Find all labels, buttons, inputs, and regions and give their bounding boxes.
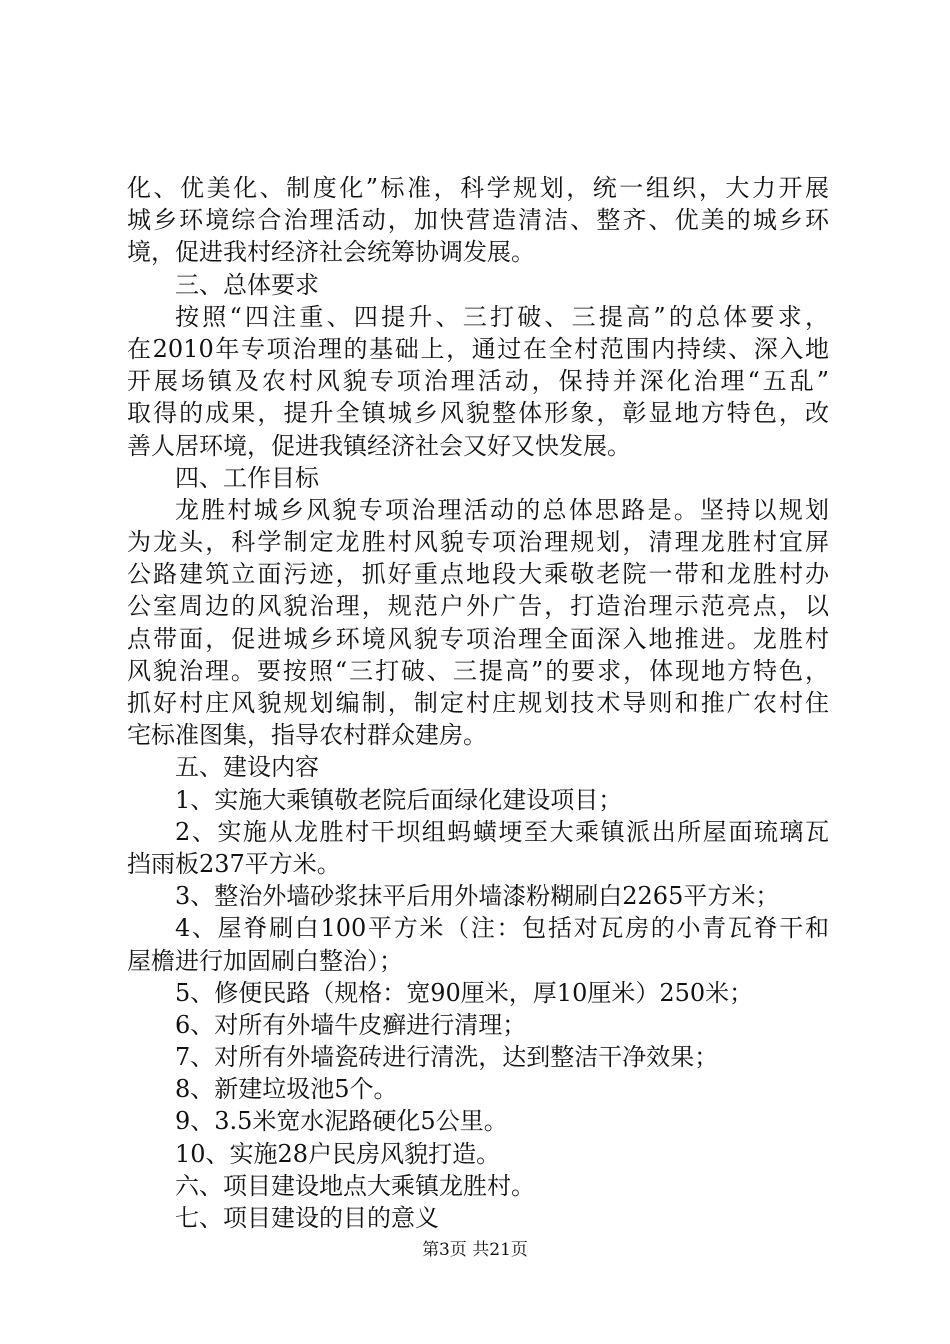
section-heading: 三、总体要求 [175,270,319,299]
text-line: 取得的成果，提升全镇城乡风貌整体形象，彰显地方特色，改 [127,399,829,428]
document-body [127,172,829,1234]
text-line: 公室周边的风貌治理，规范户外广告，打造治理示范亮点，以 [127,592,829,621]
page-number-footer: 第3页 共21页 [422,1240,528,1260]
text-line: 龙胜村城乡风貌专项治理活动的总体思路是。坚持以规划 [175,495,829,524]
text-line: 城乡环境综合治理活动，加快营造清洁、整齐、优美的城乡环 [127,206,829,235]
text-line: 开展场镇及农村风貌专项治理活动，保持并深化治理“五乱” [127,367,829,396]
text-line: 为龙头，科学制定龙胜村风貌专项治理规划，清理龙胜村宜屏 [127,528,829,557]
section-heading: 六、项目建设地点大乘镇龙胜村。 [175,1171,535,1200]
section-heading: 四、工作目标 [175,463,319,492]
list-item: 3、整治外墙砂浆抹平后用外墙漆粉糊刷白2265平方米； [175,882,780,911]
text-line: 按照“四注重、四提升、三打破、三提高”的总体要求， [175,302,829,331]
list-item: 5、修便民路（规格：宽90厘米，厚10厘米）250米； [175,978,754,1007]
section-heading: 五、建设内容 [175,753,319,782]
text-line: 善人居环境，促进我镇经济社会又好又快发展。 [127,431,631,460]
list-item: 4、屋脊刷白100平方米（注：包括对瓦房的小青瓦脊干和 [175,914,829,943]
list-item-continuation: 屋檐进行加固刷白整治）； [127,946,403,975]
list-item: 1、实施大乘镇敬老院后面绿化建设项目； [175,785,623,814]
list-item: 6、对所有外墙牛皮癣进行清理； [175,1010,527,1039]
text-line: 境，促进我村经济社会统筹协调发展。 [127,238,535,267]
text-line: 点带面，促进城乡环境风貌专项治理全面深入地推进。龙胜村 [127,624,829,653]
list-item: 8、新建垃圾池5个。 [175,1075,398,1104]
list-item: 2、实施从龙胜村干坝组蚂蟥埂至大乘镇派出所屋面琉璃瓦 [175,817,829,846]
text-line: 化、优美化、制度化”标准，科学规划，统一组织，大力开展 [127,174,829,202]
list-item: 9、3.5米宽水泥路硬化5公里。 [175,1107,508,1136]
list-item: 10、实施28户民房风貌打造。 [175,1139,501,1168]
section-heading: 七、项目建设的目的意义 [175,1204,439,1232]
list-item: 7、对所有外墙瓷砖进行清洗，达到整洁干净效果； [175,1043,719,1072]
text-line: 抓好村庄风貌规划编制，制定村庄规划技术导则和推广农村住 [127,689,829,717]
text-line: 在2010年专项治理的基础上，通过在全村范围内持续、深入地 [127,334,829,363]
text-line: 风貌治理。要按照“三打破、三提高”的要求，体现地方特色， [127,656,829,685]
list-item-continuation: 挡雨板237平方米。 [127,849,341,878]
text-line: 宅标准图集，指导农村群众建房。 [127,721,487,750]
text-line: 公路建筑立面污迹，抓好重点地段大乘敬老院一带和龙胜村办 [127,560,829,589]
